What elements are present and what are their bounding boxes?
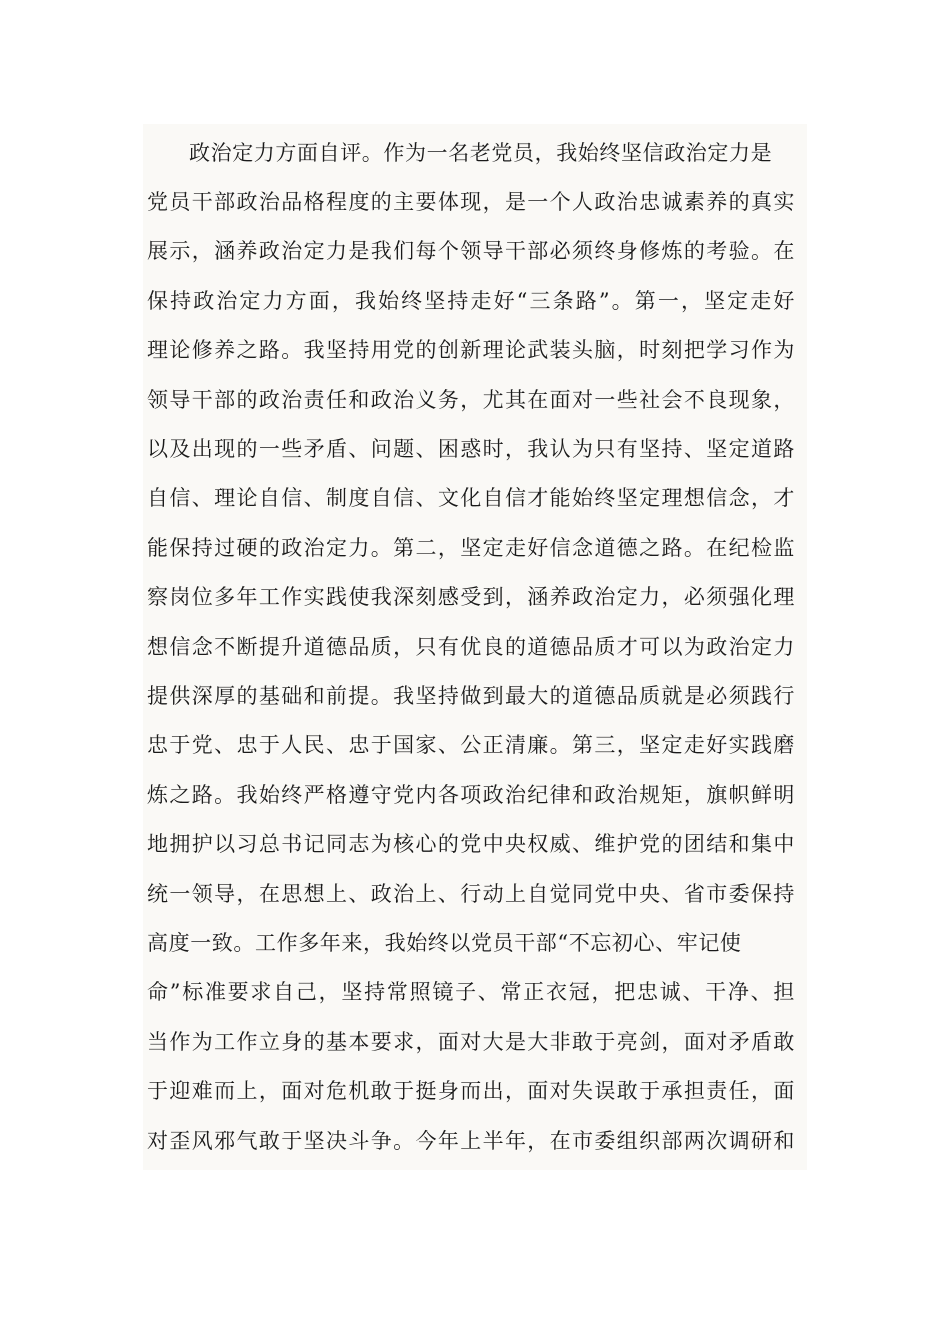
paragraph-line: 对歪风邪气敢于坚决斗争。今年上半年，在市委组织部两次调研和 [147, 1129, 795, 1153]
paragraph-line: 命”标准要求自己，坚持常照镜子、常正衣冠，把忠诚、干净、担 [147, 980, 795, 1004]
paragraph-line: 忠于党、忠于人民、忠于国家、公正清廉。第三，坚定走好实践磨 [147, 733, 795, 757]
paragraph-line: 展示，涵养政治定力是我们每个领导干部必须终身修炼的考验。在 [147, 239, 795, 263]
paragraph-line: 能保持过硬的政治定力。第二，坚定走好信念道德之路。在纪检监 [147, 536, 795, 560]
paragraph-line: 高度一致。工作多年来，我始终以党员干部“不忘初心、牢记使 [147, 931, 742, 955]
paragraph-line: 以及出现的一些矛盾、问题、困惑时，我认为只有坚持、坚定道路 [147, 437, 795, 461]
paragraph-line: 当作为工作立身的基本要求，面对大是大非敢于亮剑，面对矛盾敢 [147, 1030, 795, 1054]
paragraph-line: 炼之路。我始终严格遵守党内各项政治纪律和政治规矩，旗帜鲜明 [147, 783, 795, 807]
paragraph-line: 地拥护以习总书记同志为核心的党中央权威、维护党的团结和集中 [147, 832, 795, 856]
paragraph-line: 政治定力方面自评。作为一名老党员，我始终坚信政治定力是 [189, 141, 773, 165]
paragraph-line: 党员干部政治品格程度的主要体现，是一个人政治忠诚素养的真实 [147, 190, 795, 214]
paragraph-line: 统一领导，在思想上、政治上、行动上自觉同党中央、省市委保持 [147, 882, 795, 906]
paragraph-line: 自信、理论自信、制度自信、文化自信才能始终坚定理想信念，才 [147, 486, 795, 510]
paragraph-line: 于迎难而上，面对危机敢于挺身而出，面对失误敢于承担责任，面 [147, 1079, 795, 1103]
paragraph-line: 保持政治定力方面，我始终坚持走好“三条路”。第一，坚定走好 [147, 289, 795, 313]
text-block [143, 124, 807, 1170]
paragraph-line: 察岗位多年工作实践使我深刻感受到，涵养政治定力，必须强化理 [147, 585, 795, 609]
paragraph-line: 领导干部的政治责任和政治义务，尤其在面对一些社会不良现象， [147, 388, 795, 412]
paragraph-line: 提供深厚的基础和前提。我坚持做到最大的道德品质就是必须践行 [147, 684, 795, 708]
paragraph-line: 想信念不断提升道德品质，只有优良的道德品质才可以为政治定力 [147, 635, 795, 659]
paragraph-line: 理论修养之路。我坚持用党的创新理论武装头脑，时刻把学习作为 [147, 338, 795, 362]
